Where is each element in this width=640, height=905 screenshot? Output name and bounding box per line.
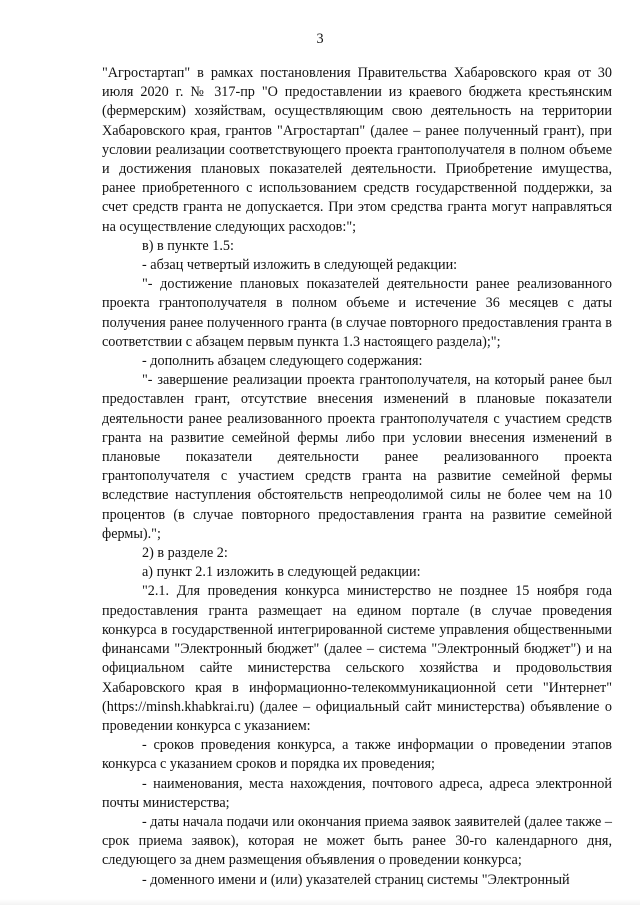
paragraph: - наименования, места нахождения, почтового адреса, адреса электронной почты министерства;: [102, 775, 612, 811]
paragraph: а) пункт 2.1 изложить в следующей редакции:: [142, 564, 421, 581]
paragraph: - абзац четвертый изложить в следующей редакции:: [142, 257, 458, 274]
paragraph: 2) в разделе 2:: [142, 545, 228, 562]
page-number: 3: [316, 31, 324, 47]
paragraph: - доменного имени и (или) указателей страниц системы "Электронный: [142, 871, 570, 888]
paragraph: - даты начала подачи или окончания приема заявок заявителей (далее также – срок приема заявок), которая не может быть ранее 30-го календарного дня, следующего за днем размещения объявления о проведении конкурса;: [102, 813, 612, 869]
paragraph: "2.1. Для проведения конкурса министерство не позднее 15 ноября года предоставления гранта размещает на едином портале (в случае проведения конкурса в государственной интегрированной системе управления общественными финансами "Электронный бюджет" (далее – система "Электронный бюджет") и на официальном сайте министерства сельского хозяйства и продовольствия Хабаровского края в информационно-телекоммуникационной сети "Интернет" (https://minsh.khabkrai.ru) (далее – официальный сайт министерства) объявление о проведении конкурса с указанием:: [102, 583, 612, 734]
document-body: [102, 64, 612, 890]
paragraph: - сроков проведения конкурса, а также информации о проведении этапов конкурса с указанием сроков и порядка их проведения;: [102, 737, 612, 773]
paragraph: в) в пункте 1.5:: [142, 237, 234, 254]
paragraph: "Агростартап" в рамках постановления Правительства Хабаровского края от 30 июля 2020 г. № 317-пр "О предоставлении из краевого бюджета крестьянским (фермерским) хозяйствам, осуществляющим свою деятельность на территории Хабаровского края, грантов "Агростартап" (далее – ранее полученный грант), при условии реализации соответствующего проекта грантополучателя в полном объеме и достижения плановых показателей деятельности. Приобретение имущества, ранее приобретенного с использованием средств государственной поддержки, за счет средств гранта не допускается. При этом средства гранта могут направляться на осуществление следующих расходов:";: [102, 65, 612, 235]
paragraph: - дополнить абзацем следующего содержания:: [142, 353, 423, 370]
paragraph: "- достижение плановых показателей деятельности ранее реализованного проекта грантополучателя в полном объеме и истечение 36 месяцев с даты получения ранее полученного гранта (в случае повторного предоставления гранта в соответствии с абзацем первым пункта 1.3 настоящего раздела);";: [102, 276, 612, 350]
scan-edge-shadow: [0, 899, 640, 905]
paragraph: "- завершение реализации проекта грантополучателя, на который ранее был предоставлен грант, отсутствие внесения изменений в плановые показатели деятельности ранее реализованного проекта грантополучателя с участием средств гранта на развитие семейной фермы либо при условии внесения изменений в плановые показатели деятельности ранее реализованного проекта грантополучателя с участием средств гранта на развитие семейной фермы вследствие наступления обстоятельств непреодолимой силы не более чем на 10 процентов (в случае повторного предоставления гранта на развитие семейной фермы).";: [102, 372, 612, 542]
